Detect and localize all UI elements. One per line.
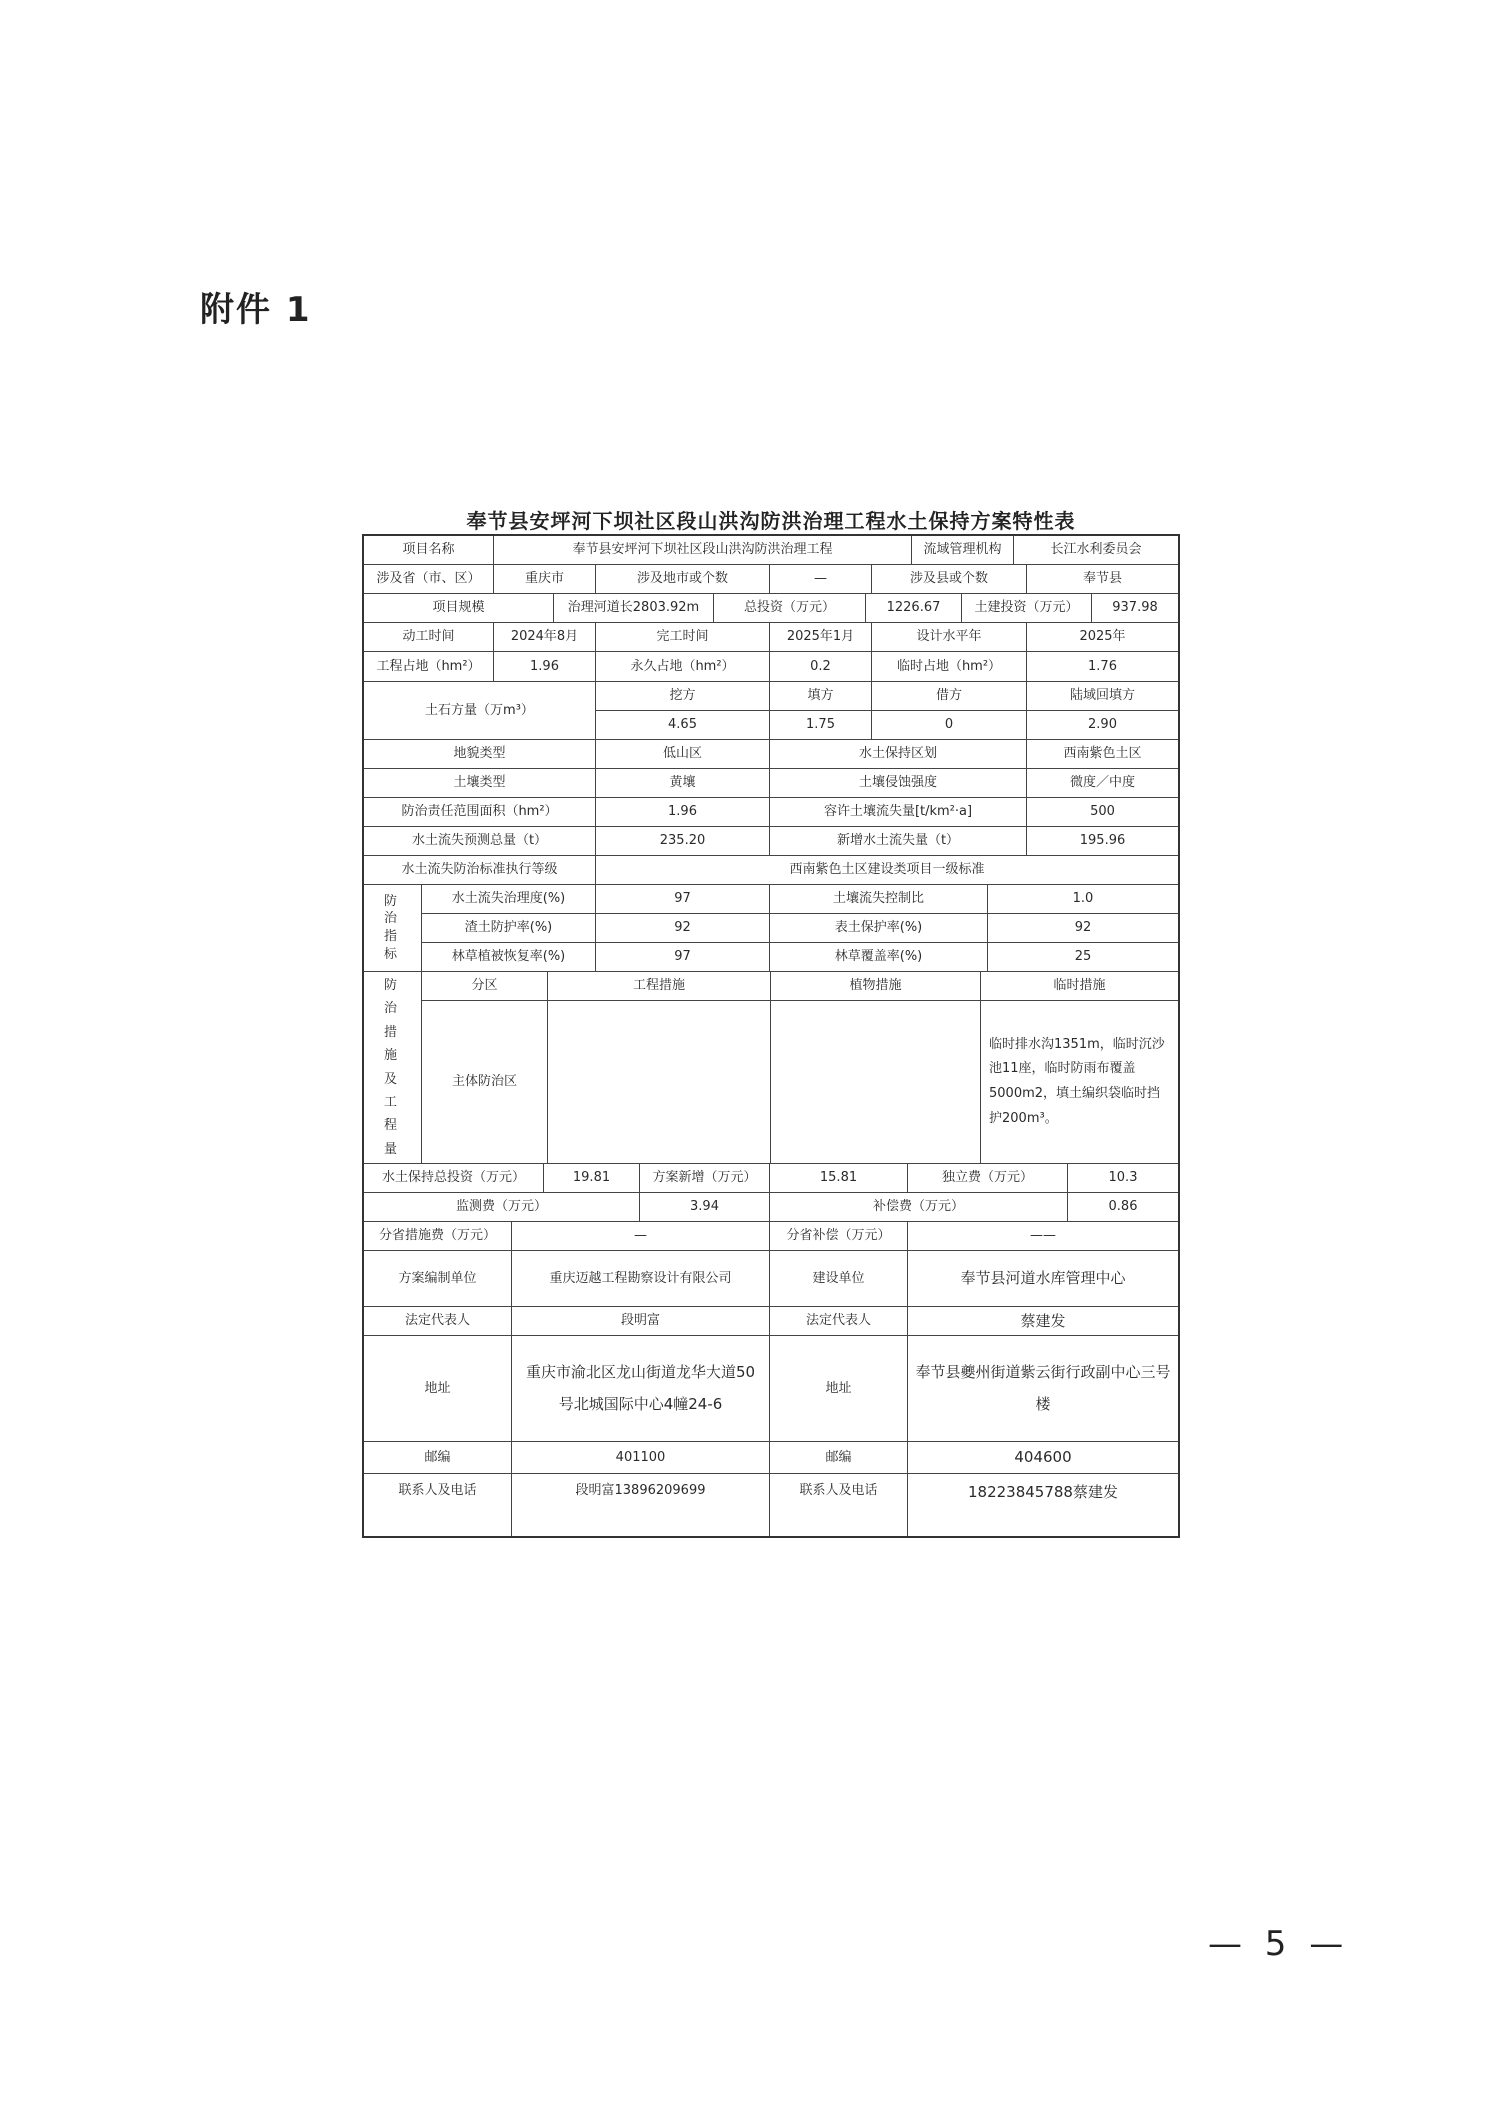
measures-zone-value: 主体防治区 <box>422 1001 548 1164</box>
landform-label: 地貌类型 <box>364 740 596 769</box>
target-1b-label: 土壤流失控制比 <box>770 885 988 914</box>
land-temp-label: 临时占地（hm²） <box>872 652 1027 682</box>
postcode-value-1: 401100 <box>512 1442 770 1474</box>
earthwork-cut-header: 挖方 <box>596 682 770 711</box>
predicted-loss-value: 235.20 <box>596 827 770 856</box>
invest-new-value: 15.81 <box>770 1164 908 1193</box>
conservation-zone-label: 水土保持区划 <box>770 740 1027 769</box>
design-year-label: 设计水平年 <box>872 623 1027 652</box>
earthwork-land-value: 2.90 <box>1027 711 1178 740</box>
allowable-loss-label: 容许土壤流失量[t/km²·a] <box>770 798 1027 827</box>
target-3b-label: 林草覆盖率(%) <box>770 943 988 972</box>
build-unit-value: 奉节县河道水库管理中心 <box>908 1251 1178 1307</box>
target-2-value: 92 <box>596 914 770 943</box>
measures-eng-value <box>548 1001 771 1164</box>
page-number: — 5 — <box>1208 1924 1350 1964</box>
monitor-label: 监测费（万元） <box>364 1193 640 1222</box>
province-value: 重庆市 <box>494 565 596 594</box>
county-value: 奉节县 <box>1027 565 1178 594</box>
contact-label-1: 联系人及电话 <box>364 1474 512 1536</box>
invest-total-value: 19.81 <box>544 1164 640 1193</box>
finish-time-value: 2025年1月 <box>770 623 872 652</box>
city-value: — <box>770 565 872 594</box>
new-loss-label: 新增水土流失量（t） <box>770 827 1027 856</box>
share-comp-value: —— <box>908 1222 1178 1251</box>
attachment-label: 附件 1 <box>200 290 312 330</box>
predicted-loss-label: 水土流失预测总量（t） <box>364 827 596 856</box>
address-label-1: 地址 <box>364 1336 512 1442</box>
soil-type-value: 黄壤 <box>596 769 770 798</box>
target-1-value: 97 <box>596 885 770 914</box>
target-2-label: 渣土防护率(%) <box>422 914 596 943</box>
invest-total-label: 水土保持总投资（万元） <box>364 1164 544 1193</box>
county-label: 涉及县或个数 <box>872 565 1027 594</box>
compensation-label: 补偿费（万元） <box>770 1193 1068 1222</box>
land-total-label: 工程占地（hm²） <box>364 652 494 682</box>
total-investment-value: 1226.67 <box>866 594 962 623</box>
project-name-label: 项目名称 <box>364 536 494 565</box>
invest-new-label: 方案新增（万元） <box>640 1164 770 1193</box>
table-title: 奉节县安坪河下坝社区段山洪沟防洪治理工程水土保持方案特性表 <box>466 509 1076 533</box>
land-perm-label: 永久占地（hm²） <box>596 652 770 682</box>
measures-plant-header: 植物措施 <box>771 972 981 1001</box>
postcode-label-1: 邮编 <box>364 1442 512 1474</box>
address-value-2: 奉节县夔州街道紫云街行政副中心三号楼 <box>908 1336 1178 1442</box>
earthwork-borrow-header: 借方 <box>872 682 1027 711</box>
target-3-value: 97 <box>596 943 770 972</box>
contact-value-1: 段明富13896209699 <box>512 1474 770 1536</box>
civil-investment-value: 937.98 <box>1092 594 1178 623</box>
land-temp-value: 1.76 <box>1027 652 1178 682</box>
share-measures-value: — <box>512 1222 770 1251</box>
target-1-label: 水土流失治理度(%) <box>422 885 596 914</box>
compile-unit-label: 方案编制单位 <box>364 1251 512 1307</box>
start-time-label: 动工时间 <box>364 623 494 652</box>
earthwork-borrow-value: 0 <box>872 711 1027 740</box>
total-investment-label: 总投资（万元） <box>714 594 866 623</box>
erosion-label: 土壤侵蚀强度 <box>770 769 1027 798</box>
standard-label: 水土流失防治标准执行等级 <box>364 856 596 885</box>
earthwork-cut-value: 4.65 <box>596 711 770 740</box>
earthwork-fill-header: 填方 <box>770 682 872 711</box>
postcode-value-2: 404600 <box>908 1442 1178 1474</box>
rep-label-2: 法定代表人 <box>770 1307 908 1336</box>
measures-eng-header: 工程措施 <box>548 972 771 1001</box>
compile-unit-value: 重庆迈越工程勘察设计有限公司 <box>512 1251 770 1307</box>
project-name-value: 奉节县安坪河下坝社区段山洪沟防洪治理工程 <box>494 536 912 565</box>
basin-agency-value: 长江水利委员会 <box>1014 536 1178 565</box>
measures-group-label: 防治措施及工程量 <box>364 972 422 1164</box>
measures-temp-header: 临时措施 <box>981 972 1178 1001</box>
contact-value-2: 18223845788蔡建发 <box>968 1483 1118 1501</box>
address-value-1: 重庆市渝北区龙山街道龙华大道50号北城国际中心4幢24-6 <box>512 1336 770 1442</box>
monitor-value: 3.94 <box>640 1193 770 1222</box>
measures-zone-header: 分区 <box>422 972 548 1001</box>
rep-value-2: 蔡建发 <box>908 1307 1178 1336</box>
scope-value: 1.96 <box>596 798 770 827</box>
province-label: 涉及省（市、区） <box>364 565 494 594</box>
target-2b-label: 表土保护率(%) <box>770 914 988 943</box>
earthwork-label: 土石方量（万m³） <box>364 682 596 740</box>
landform-value: 低山区 <box>596 740 770 769</box>
allowable-loss-value: 500 <box>1027 798 1178 827</box>
start-time-value: 2024年8月 <box>494 623 596 652</box>
basin-agency-label: 流域管理机构 <box>912 536 1014 565</box>
conservation-zone-value: 西南紫色土区 <box>1027 740 1178 769</box>
target-2b-value: 92 <box>988 914 1178 943</box>
scope-label: 防治责任范围面积（hm²） <box>364 798 596 827</box>
erosion-value: 微度／中度 <box>1027 769 1178 798</box>
land-total-value: 1.96 <box>494 652 596 682</box>
civil-investment-label: 土建投资（万元） <box>962 594 1092 623</box>
new-loss-value: 195.96 <box>1027 827 1178 856</box>
contact-label-2: 联系人及电话 <box>770 1474 908 1536</box>
share-measures-label: 分省措施费（万元） <box>364 1222 512 1251</box>
earthwork-land-header: 陆域回填方 <box>1027 682 1178 711</box>
rep-label-1: 法定代表人 <box>364 1307 512 1336</box>
build-unit-label: 建设单位 <box>770 1251 908 1307</box>
design-year-value: 2025年 <box>1027 623 1178 652</box>
share-comp-label: 分省补偿（万元） <box>770 1222 908 1251</box>
target-3-label: 林草植被恢复率(%) <box>422 943 596 972</box>
compensation-value: 0.86 <box>1068 1193 1178 1222</box>
earthwork-fill-value: 1.75 <box>770 711 872 740</box>
measures-temp-value: 临时排水沟1351m，临时沉沙池11座，临时防雨布覆盖5000m2，填土编织袋临时挡护200m³。 <box>981 1001 1178 1164</box>
scale-value: 治理河道长2803.92m <box>554 594 714 623</box>
land-perm-value: 0.2 <box>770 652 872 682</box>
scale-label: 项目规模 <box>364 594 554 623</box>
postcode-label-2: 邮编 <box>770 1442 908 1474</box>
target-1b-value: 1.0 <box>988 885 1178 914</box>
measures-plant-value <box>771 1001 981 1164</box>
invest-indep-label: 独立费（万元） <box>908 1164 1068 1193</box>
standard-value: 西南紫色土区建设类项目一级标准 <box>596 856 1178 885</box>
finish-time-label: 完工时间 <box>596 623 770 652</box>
characteristics-table <box>362 534 1180 1538</box>
address-label-2: 地址 <box>770 1336 908 1442</box>
city-label: 涉及地市或个数 <box>596 565 770 594</box>
targets-group-label: 防治指标 <box>364 885 422 972</box>
target-3b-value: 25 <box>988 943 1178 972</box>
soil-type-label: 土壤类型 <box>364 769 596 798</box>
invest-indep-value: 10.3 <box>1068 1164 1178 1193</box>
rep-value-1: 段明富 <box>512 1307 770 1336</box>
